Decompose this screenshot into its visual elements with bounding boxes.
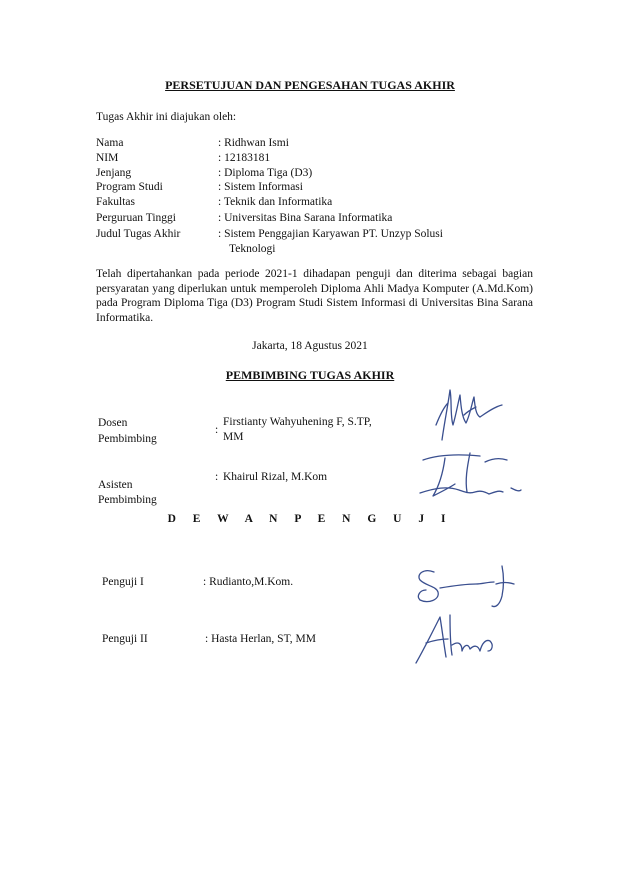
assistant-colon: : — [215, 471, 219, 483]
field-value-perguruan-tinggi: : Universitas Bina Sarana Informatika — [218, 212, 393, 224]
assistant-name: Khairul Rizal, M.Kom — [223, 471, 328, 483]
field-value-nama: : Ridhwan Ismi — [218, 137, 289, 149]
field-value-judul-cont: Teknologi — [229, 243, 276, 255]
field-label-nim: NIM — [96, 152, 119, 164]
field-label-jenjang: Jenjang — [96, 167, 132, 179]
supervisor-colon: : — [215, 424, 219, 436]
field-value-nim: : 12183181 — [218, 152, 271, 164]
signature-supervisor-1 — [420, 385, 510, 445]
examiners-heading: D E W A N P E N G U J I — [167, 513, 453, 525]
field-label-judul: Judul Tugas Akhir — [96, 228, 181, 240]
examiner-role: Penguji I — [102, 576, 144, 588]
supervisor-role-cont: Pembimbing — [98, 433, 157, 445]
field-value-jenjang: : Diploma Tiga (D3) — [218, 167, 313, 179]
field-value-program-studi: : Sistem Informasi — [218, 181, 303, 193]
examiner-role: Penguji II — [102, 633, 148, 645]
field-label-nama: Nama — [96, 137, 124, 149]
supervisor-role: Dosen — [98, 417, 128, 429]
signature-examiner-2 — [412, 605, 502, 667]
signature-examiner-1 — [412, 560, 522, 610]
field-label-program-studi: Program Studi — [96, 181, 163, 193]
field-label-perguruan-tinggi: Perguruan Tinggi — [96, 212, 176, 224]
field-value-fakultas: : Teknik dan Informatika — [218, 196, 333, 208]
place-date: Jakarta, 18 Agustus 2021 — [252, 340, 368, 352]
examiner-name: : Rudianto,M.Kom. — [203, 576, 294, 588]
assistant-role-cont: Pembimbing — [98, 494, 157, 506]
intro-text: Tugas Akhir ini diajukan oleh: — [96, 111, 237, 123]
assistant-role: Asisten — [98, 479, 133, 491]
signature-supervisor-2 — [415, 448, 525, 503]
supervisors-heading: PEMBIMBING TUGAS AKHIR — [225, 368, 395, 382]
document-title: PERSETUJUAN DAN PENGESAHAN TUGAS AKHIR — [165, 78, 455, 92]
field-label-fakultas: Fakultas — [96, 196, 135, 208]
supervisor-name-cont: MM — [223, 431, 244, 443]
examiner-name: : Hasta Herlan, ST, MM — [205, 633, 316, 645]
approval-statement: Telah dipertahankan pada periode 2021-1 dihadapan penguji dan diterima sebagai bagian persyaratan yang diperlukan untuk memperoleh Diploma Ahli Madya Komputer (A.Md.Kom) pada Program Diploma Tiga (D3) Program Studi Sistem Informasi di Universitas Bina Sarana Informatika. — [96, 268, 533, 324]
supervisor-name: Firstianty Wahyuhening F, S.TP, — [223, 416, 372, 428]
field-value-judul: : Sistem Penggajian Karyawan PT. Unzyp Solusi — [218, 228, 443, 240]
